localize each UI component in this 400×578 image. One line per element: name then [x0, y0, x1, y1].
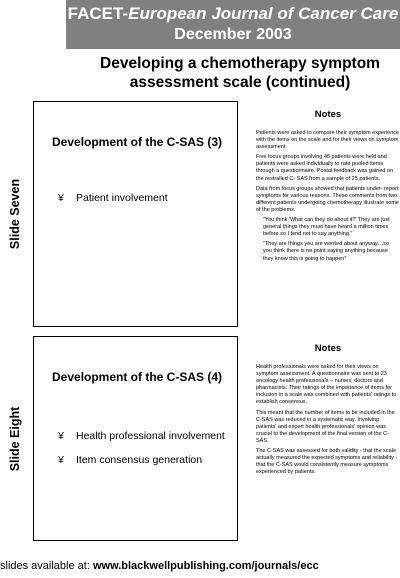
- journal-name: European Journal of Cancer Care: [128, 4, 399, 23]
- bullet-glyph: ¥: [58, 454, 64, 466]
- notes-paragraph: Health professionals were asked for their views on symptom assessment. A questionnaire was sent to 23 oncology health professionals – nurses, doctors and pharmacists. Their ratings of the importance of items for inclusion in a scale was combined with patients' ratings to establish consensus.: [256, 364, 397, 406]
- slide-seven-label: Slide Seven: [8, 178, 22, 250]
- notes-paragraph: Five focus groups involving 48 patients were held and patients were asked individually to rate pooled items through a questionnaire. Postal feedback was gained on the restralled C- SAS from a sample of 25 patients.: [256, 154, 393, 182]
- slide-eight-label: Slide Eight: [8, 406, 22, 471]
- footer: [0, 560, 400, 572]
- slide-seven-notes-heading: Notes: [314, 109, 342, 120]
- slide-eight-notes: [256, 364, 400, 479]
- notes-paragraph: This meant that the number of items to be included in the C-SAS was reduced in a systematic way. Involving patients' and expert health professionals' opinion was crucial to the development of the final version of the C-SAS.: [256, 409, 395, 444]
- slide-eight-notes-heading: Notes: [314, 343, 342, 354]
- footer-link[interactable]: www.blackwellpublishing.com/journals/ecc: [92, 560, 319, 572]
- slide-seven-notes: [256, 130, 400, 266]
- notes-quote: "You think 'What can they do about it?' They are just general things they must have heard a million times before so I tend not to say anything.": [263, 217, 390, 238]
- journal-banner: [66, 0, 400, 49]
- issue-date: December 2003: [174, 26, 292, 43]
- bullet-glyph: ¥: [58, 192, 64, 204]
- notes-quote: "They are things you are worried about anyway…so you think there is no point saying anything because they know this is going to happen": [263, 241, 390, 262]
- notes-paragraph: Patients were asked to compare their symptom experience with the items on the scale and for their views on symptom assessment.: [256, 130, 400, 151]
- slide-eight-bullet: [58, 454, 202, 466]
- bullet-glyph: ¥: [58, 430, 64, 442]
- slide-seven-title: Development of the C-SAS (3): [52, 135, 223, 149]
- footer-prefix: slides available at:: [0, 560, 93, 572]
- slide-seven-bullet: [58, 192, 168, 204]
- journal-prefix: FACET-: [67, 4, 129, 23]
- page-title: Developing a chemotherapy symptom assessment scale (continued): [100, 55, 380, 91]
- slide-eight: [33, 336, 238, 541]
- slide-eight-bullet: [58, 430, 225, 442]
- notes-paragraph: The C-SAS was assessed for both validity - that the scale actually measured the expected symptoms and reliability -that the C-SAS would consistently measure symptoms experienced by patients.: [256, 448, 398, 476]
- bullet-text: Item consensus generation: [76, 454, 203, 466]
- slide-eight-title: Development of the C-SAS (4): [52, 370, 223, 384]
- slide-seven: [33, 101, 238, 327]
- journal-title: [66, 4, 400, 24]
- bullet-text: Health professional involvement: [76, 430, 225, 442]
- bullet-text: Patient involvement: [76, 192, 168, 204]
- notes-paragraph: Data from focus groups showed that patients under- report symptoms for various reasons. These comments from two different patients undergoing chemotherapy illustrate some of the problems.: [256, 185, 399, 213]
